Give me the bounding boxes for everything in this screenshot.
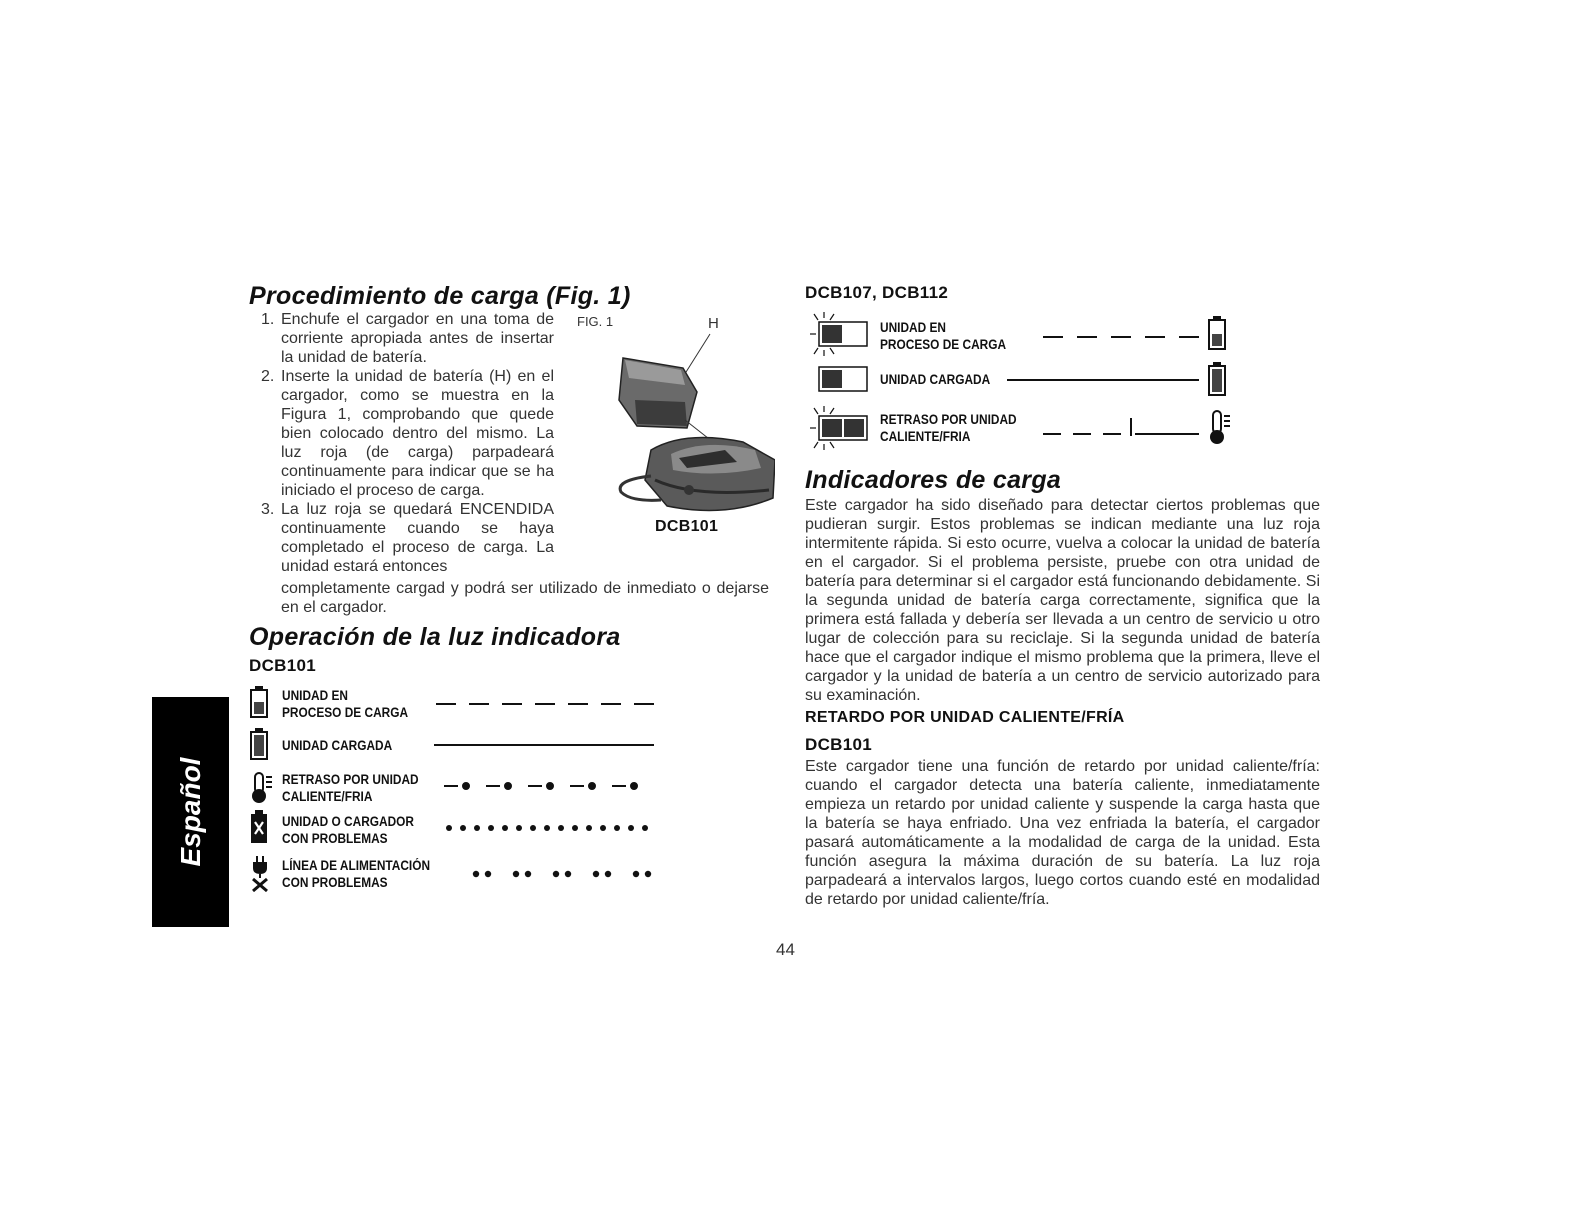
heading-charge-indicators: Indicadores de carga <box>805 466 1062 494</box>
charge-steps <box>249 310 554 576</box>
figure-callout: H <box>708 315 719 332</box>
side-tab-label: Español <box>174 757 206 867</box>
charger-illustration <box>575 330 775 520</box>
indicator-label: UNIDAD EN PROCESO DE CARGA <box>282 688 409 720</box>
indicator-label: RETRASO POR UNIDAD CALIENTE/FRIA <box>880 412 1017 444</box>
led-blinking-double-icon <box>810 406 870 450</box>
pattern-dashes <box>436 692 654 706</box>
indicator-label: LÍNEA DE ALIMENTACIÓN CON PROBLEMAS <box>282 858 431 890</box>
right-indicator-table <box>810 310 1230 460</box>
battery-fault-icon <box>250 810 268 844</box>
indicator-label: UNIDAD O CARGADOR CON PROBLEMAS <box>282 814 414 846</box>
thermometer-icon <box>250 772 276 804</box>
subheading-hot-cold-delay: RETARDO POR UNIDAD CALIENTE/FRÍA <box>805 709 1125 726</box>
paragraph-charge-indicators: Este cargador ha sido diseñado para detectar ciertos problemas que pudieran surgir. Estos problemas se indican mediante una luz roja intermitente rápida. Si esto ocurre, vuelva a colocar la unidad de batería en el cargador. Si el problema persiste, pruebe con otra unidad de batería para determinar si el cargador está funcionando debidamente. Si la segunda unidad de batería carga correctamente, significa que la primera está fallada y debería ser llevada a un centro de servicio u otro lugar de colección para su reciclaje. Si la segunda unidad de batería hace que el cargador indique el mismo problema que la primera, lleve el cargador y la unidad de batería a un centro de servicio autorizado para su examinación. <box>805 497 1320 704</box>
indicator-label: UNIDAD CARGADA <box>282 738 393 753</box>
plug-fault-icon <box>250 856 270 892</box>
heading-charge-procedure: Procedimiento de carga (Fig. 1) <box>249 282 631 310</box>
thermometer-icon <box>1208 410 1234 446</box>
battery-full-icon <box>1208 362 1226 396</box>
battery-charging-icon <box>250 686 268 718</box>
indicator-label: UNIDAD EN PROCESO DE CARGA <box>880 320 1007 352</box>
battery-charging-icon <box>1208 316 1226 350</box>
model-dcb101: DCB101 <box>249 656 316 675</box>
indicator-label: UNIDAD CARGADA <box>880 372 991 387</box>
pattern-dashes <box>1043 334 1199 340</box>
step-2: 2. Inserte la unidad de batería (H) en el cargador, como se muestra en la Figura 1, comprobando que quede bien colocado dentro del mismo. La luz roja (de carga) parpadeará continuamente para indicar que se ha iniciado el proceso de carga. <box>261 368 554 499</box>
step-1: 1. Enchufe el cargador en una toma de corriente apropiada antes de insertar la unidad de batería. <box>261 311 554 366</box>
model-dcb101-delay: DCB101 <box>805 735 872 754</box>
heading-light-operation: Operación de la luz indicadora <box>249 623 621 651</box>
paragraph-hot-cold-delay: Este cargador tiene una función de retardo por unidad caliente/fría: cuando el cargador detecta una batería caliente, inmediatamente empieza un retardo por unidad caliente y suspende la carga hasta que la batería se haya enfriado. Una vez enfriada la batería, el cargador pasará automáticamente a la modalidad de carga de la unidad. Esta función asegura la máxima duración de su batería. La luz roja parpadeará a intervalos largos, luego cortos cuando esté en modalidad de retardo por unidad caliente/fría. <box>805 758 1320 908</box>
pattern-dash-solid <box>1043 416 1199 438</box>
pattern-solid <box>434 742 654 748</box>
model-dcb107-dcb112: DCB107, DCB112 <box>805 283 949 302</box>
led-blinking-icon <box>810 312 870 356</box>
figure-1 <box>575 312 775 542</box>
left-indicator-table <box>248 684 658 899</box>
battery-full-icon <box>250 728 268 760</box>
pattern-dash-dot <box>444 776 654 790</box>
led-solid-icon <box>810 364 870 394</box>
pattern-solid <box>1007 377 1199 383</box>
figure-label: FIG. 1 <box>577 314 614 329</box>
indicator-label: RETRASO POR UNIDAD CALIENTE/FRIA <box>282 772 419 804</box>
step-3: 3. La luz roja se quedará ENCENDIDA continuamente cuando se haya completado el proceso de carga. La unidad estará entonces <box>261 501 554 575</box>
language-side-tab <box>152 697 229 927</box>
pattern-fast-dots <box>446 822 656 834</box>
step-3-continuation: completamente cargad y podrá ser utilizado de inmediato o dejarse en el cargador. <box>281 580 769 616</box>
figure-caption: DCB101 <box>655 518 719 535</box>
pattern-double-dots <box>472 868 658 880</box>
page-number: 44 <box>776 940 795 959</box>
